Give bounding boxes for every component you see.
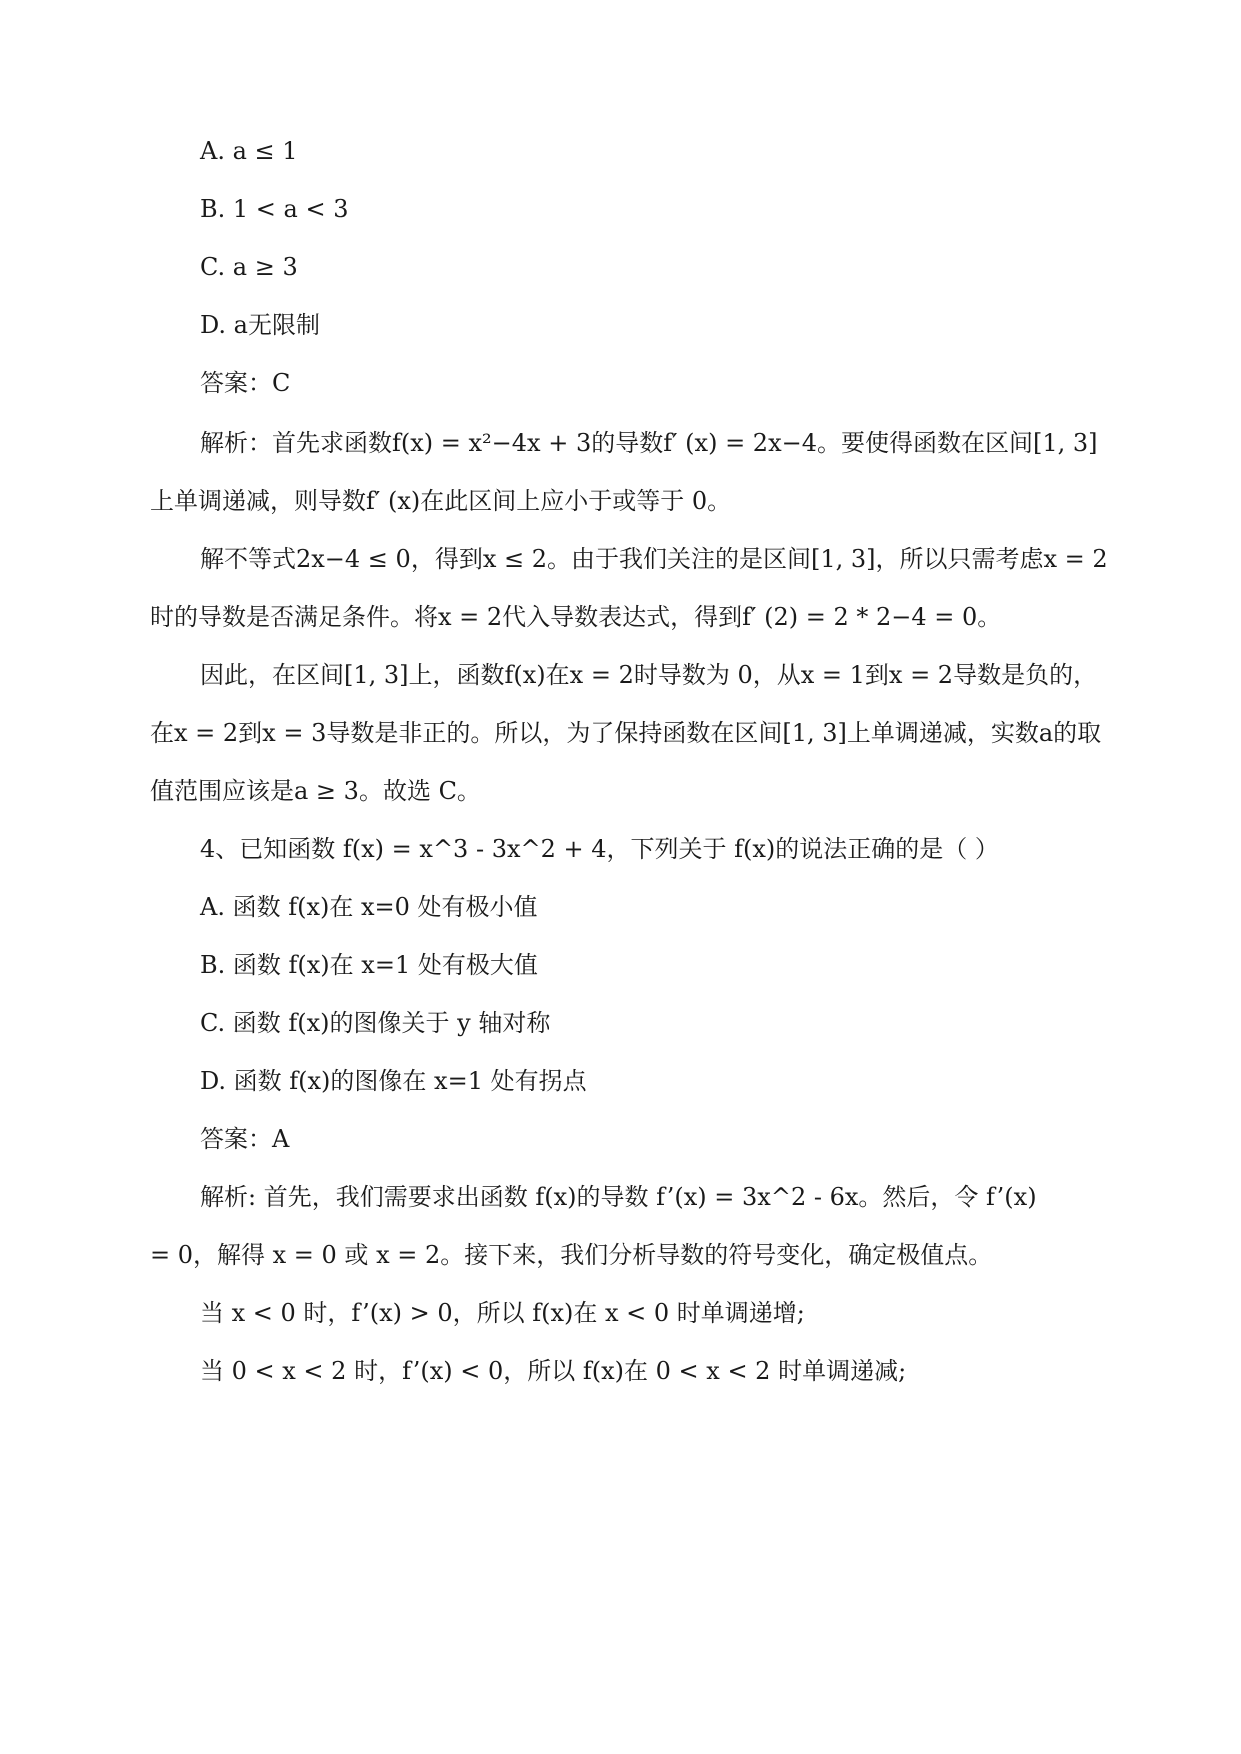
option-c-q3: C. a ≥ 3 (200, 253, 298, 281)
option-c-q4: C. 函数 f(x)的图像关于 y 轴对称 (200, 1009, 551, 1037)
explanation-q4-line1: 解析: 首先，我们需要求出函数 f(x)的导数 f’(x) = 3x^2 - 6x。然后，令 f’(x) (200, 1183, 1037, 1211)
explanation-q3-line2: 上单调递减，则导数f′ (x)在此区间上应小于或等于 0。 (150, 487, 732, 515)
question-4-stem: 4、已知函数 f(x) = x^3 - 3x^2 + 4，下列关于 f(x)的说法正确的是（ ） (200, 835, 999, 863)
explanation-q3-line3: 解不等式2x−4 ≤ 0，得到x ≤ 2。由于我们关注的是区间[1, 3]，所以只需考虑x = 2 (200, 545, 1108, 573)
answer-q4: 答案：A (200, 1125, 290, 1153)
option-a-q3: A. a ≤ 1 (200, 137, 298, 165)
option-a-q4: A. 函数 f(x)在 x=0 处有极小值 (200, 893, 538, 921)
explanation-q3-line5: 因此，在区间[1, 3]上，函数f(x)在x = 2时导数为 0，从x = 1到x = 2导数是负的， (200, 661, 1098, 689)
explanation-q4-line2: = 0，解得 x = 0 或 x = 2。接下来，我们分析导数的符号变化，确定极值点。 (150, 1241, 993, 1269)
explanation-q3-line6: 在x = 2到x = 3导数是非正的。所以，为了保持函数在区间[1, 3]上单调递减，实数a的取 (150, 719, 1102, 747)
option-d-q3: D. a无限制 (200, 311, 320, 339)
answer-q3: 答案：C (200, 369, 291, 397)
explanation-q3-line4: 时的导数是否满足条件。将x = 2代入导数表达式，得到f′ (2) = 2 * 2−4 = 0。 (150, 603, 1002, 631)
explanation-q4-line4: 当 0 < x < 2 时，f’(x) < 0，所以 f(x)在 0 < x < 2 时单调递减; (200, 1357, 907, 1385)
explanation-q3-line1: 解析：首先求函数f(x) = x²−4x + 3的导数f′ (x) = 2x−4。要使得函数在区间[1, 3] (200, 429, 1098, 457)
explanation-q4-line3: 当 x < 0 时，f’(x) > 0，所以 f(x)在 x < 0 时单调递增; (200, 1299, 805, 1327)
option-d-q4: D. 函数 f(x)的图像在 x=1 处有拐点 (200, 1067, 587, 1095)
option-b-q3: B. 1 < a < 3 (200, 195, 349, 223)
option-b-q4: B. 函数 f(x)在 x=1 处有极大值 (200, 951, 538, 979)
explanation-q3-line7: 值范围应该是a ≥ 3。故选 C。 (150, 777, 481, 805)
